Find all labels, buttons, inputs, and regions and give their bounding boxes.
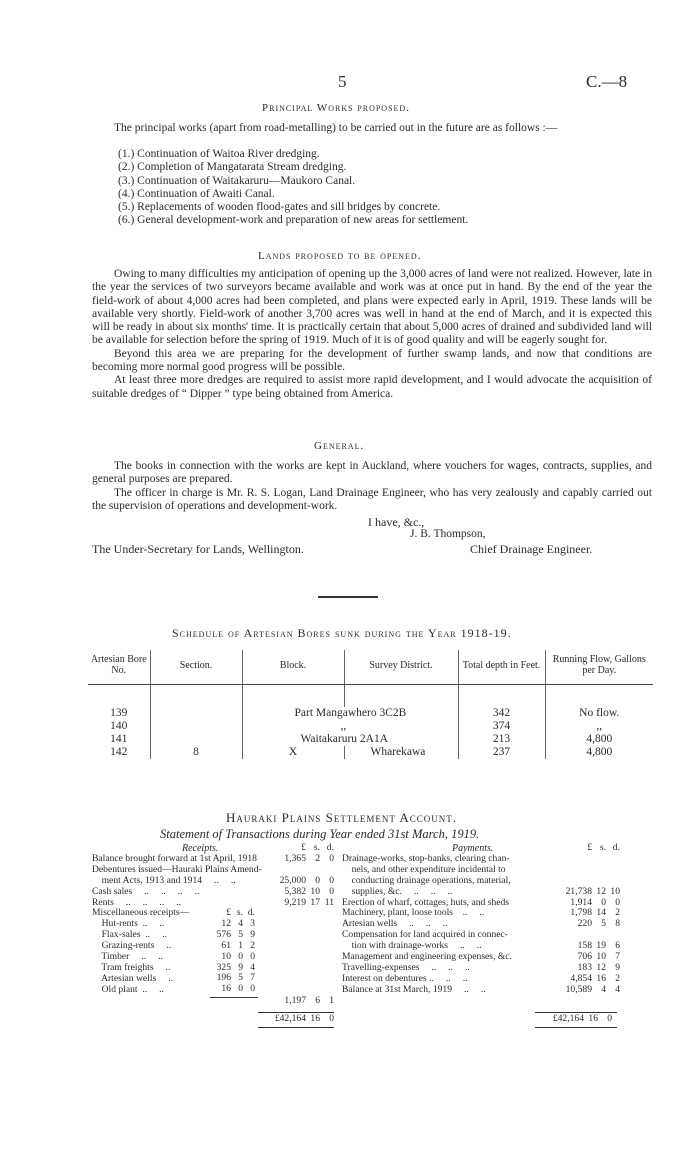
- bore-number: 139: [110, 707, 128, 719]
- signer-name: [410, 528, 486, 540]
- bore-number: 140: [110, 720, 128, 732]
- table-spacer: [88, 685, 653, 708]
- page-number: 5: [338, 72, 347, 91]
- payments-total-rule-bottom: [535, 1027, 617, 1028]
- bore-depth: 342: [458, 707, 545, 720]
- misc-pounds: 61: [221, 939, 231, 951]
- list-item: (6.) General development-work and preparation of new areas for settlement.: [118, 214, 469, 227]
- receipt-pence: 0: [329, 874, 334, 886]
- column-header: Total depth in Feet.: [458, 650, 545, 685]
- list-item: (2.) Completion of Mangatarata Stream dredging.: [118, 161, 347, 174]
- payment-shillings: 5: [601, 918, 606, 930]
- receipt-pounds: 1,365: [284, 852, 306, 864]
- receipt-label: Grazing-rents ..: [92, 940, 172, 952]
- bore-number: 142: [110, 746, 128, 758]
- misc-pence: 4: [250, 961, 255, 973]
- payment-pence: [606, 854, 620, 865]
- bore-depth: 237: [458, 746, 545, 759]
- lands-paragraph-2: Beyond this area we are preparing for the development of further swamp lands, and now that conditions are becoming more normal good progress will be possible.: [92, 347, 652, 374]
- payments-heading: Payments.: [452, 843, 494, 854]
- payment-label: Travelling-expenses .. .. ..: [342, 961, 470, 973]
- receipts-total: [262, 1014, 334, 1025]
- misc-pence: 3: [250, 917, 255, 929]
- table-row: [92, 876, 334, 887]
- receipt-label: Tram freights ..: [92, 961, 171, 973]
- works-intro: [92, 122, 652, 135]
- receipt-label: Cash sales .. .. .. ..: [92, 885, 200, 897]
- general-paragraph-1: The books in connection with the works are kept in Auckland, where vouchers for wages, contracts, supplies, and general purposes are prepared.: [92, 460, 652, 486]
- payment-label: tion with drainage-works .. ..: [342, 940, 482, 952]
- table-row: [342, 887, 620, 898]
- receipt-pounds: 9,219: [284, 896, 306, 908]
- misc-pounds: 10: [221, 950, 231, 962]
- misc-pounds: £: [226, 907, 231, 918]
- list-item: (1.) Continuation of Waitoa River dredging.: [118, 148, 320, 160]
- payment-shillings: [592, 876, 606, 887]
- signer-text: J. B. Thompson,: [410, 528, 486, 540]
- misc-pence: 2: [250, 939, 255, 951]
- payment-pounds: 158: [577, 940, 592, 952]
- table-row: [262, 1014, 334, 1025]
- misc-subtotal-rule: [210, 997, 258, 998]
- misc-shillings: 1: [238, 939, 243, 951]
- receipt-pence: 0: [329, 852, 334, 864]
- pounds-header: £: [301, 842, 306, 853]
- table-row: [92, 887, 334, 898]
- shillings-header: s.: [599, 842, 606, 853]
- misc-pence: 9: [250, 928, 255, 940]
- bores-table: [88, 650, 653, 759]
- misc-pounds: 12: [221, 917, 231, 929]
- misc-pounds: 576: [216, 928, 231, 940]
- section-divider: [318, 596, 378, 598]
- payment-pence: 9: [615, 961, 620, 973]
- misc-total-pence: 1: [329, 994, 334, 1006]
- payment-label: Balance at 31st March, 1919 .. ..: [342, 983, 486, 995]
- bore-section: [150, 720, 242, 733]
- receipt-shillings: 17: [310, 896, 320, 908]
- misc-total-shillings: 6: [315, 994, 320, 1006]
- receipt-pence: 11: [324, 896, 334, 908]
- payment-pounds: 21,738: [565, 885, 592, 897]
- works-heading: Principal Works proposed.: [262, 102, 410, 114]
- account-title: Hauraki Plains Settlement Account.: [226, 810, 458, 825]
- table-row: [88, 746, 653, 759]
- bore-depth: 374: [458, 720, 545, 733]
- receipt-label: ment Acts, 1913 and 1914 .. ..: [92, 874, 236, 886]
- receipt-label: Debentures issued—Hauraki Plains Amend-: [92, 863, 262, 875]
- receipt-shillings: 2: [315, 852, 320, 864]
- misc-shillings: 0: [238, 950, 243, 962]
- receipt-pence: 0: [329, 885, 334, 897]
- misc-pounds: 196: [216, 972, 231, 984]
- payment-shillings: 0: [601, 896, 606, 908]
- payment-shillings: 4: [601, 983, 606, 995]
- receipt-shillings: 10: [310, 885, 320, 897]
- payment-label: Erection of wharf, cottages, huts, and sheds: [342, 896, 510, 908]
- payment-pounds: 1,914: [570, 896, 592, 908]
- total-pounds: £42,164: [552, 1013, 584, 1024]
- bore-block: X: [242, 746, 344, 759]
- payment-pounds: [552, 865, 592, 876]
- bore-flow: 4,800: [545, 733, 653, 746]
- account-subtitle: Statement of Transactions during Year ended 31st March, 1919.: [160, 827, 480, 841]
- misc-pence: 7: [250, 972, 255, 984]
- table-row: [342, 985, 620, 996]
- payment-pence: 2: [615, 972, 620, 984]
- misc-shillings: s.: [236, 907, 243, 918]
- shillings-header: s.: [313, 842, 320, 853]
- payment-pounds: 1,798: [570, 907, 592, 919]
- payment-pence: 0: [615, 896, 620, 908]
- table-row: [88, 707, 653, 720]
- total-pence: 0: [607, 1013, 612, 1024]
- misc-receipts-table: [205, 908, 255, 995]
- misc-shillings: 5: [238, 972, 243, 984]
- pence-header: d.: [612, 842, 620, 853]
- payment-shillings: 12: [596, 885, 606, 897]
- payment-pounds: [552, 876, 592, 887]
- pence-header: d.: [326, 842, 334, 853]
- bore-section: [150, 733, 242, 746]
- bore-block: Part Mangawhero 3C2B: [242, 707, 458, 720]
- misc-shillings: 0: [238, 983, 243, 995]
- misc-total-pounds: 1,197: [284, 994, 306, 1006]
- receipt-label: Hut-rents .. ..: [92, 918, 165, 930]
- bore-block: ,,: [242, 720, 458, 733]
- total-shillings: 16: [310, 1013, 320, 1024]
- bore-flow: 4,800: [545, 746, 653, 759]
- payment-shillings: 16: [596, 972, 606, 984]
- payment-pence: [606, 876, 620, 887]
- total-pounds: £42,164: [274, 1013, 306, 1024]
- payment-pounds: 220: [577, 918, 592, 930]
- document-reference: C.—8: [586, 72, 628, 91]
- payment-label: Interest on debentures .. .. ..: [342, 972, 468, 984]
- lands-heading: Lands proposed to be opened.: [258, 250, 422, 262]
- payment-shillings: 19: [596, 940, 606, 952]
- closing: I have, &c.,: [368, 515, 425, 529]
- receipts-total-rule-bottom: [258, 1027, 334, 1028]
- lands-body: [92, 268, 652, 401]
- payment-pence: 10: [610, 885, 620, 897]
- receipt-label: Old plant .. ..: [92, 983, 164, 995]
- payment-label: nels, and other expenditure incidental to: [342, 863, 506, 875]
- misc-pence: 0: [250, 950, 255, 962]
- payment-pence: 7: [615, 951, 620, 963]
- table-row: [538, 1014, 612, 1025]
- misc-pounds: 16: [221, 983, 231, 995]
- table-row: [205, 952, 255, 963]
- payment-label: Machinery, plant, loose tools .. ..: [342, 907, 485, 919]
- works-list: [118, 148, 468, 228]
- bore-flow: No flow.: [545, 707, 653, 720]
- payment-label: Compensation for land acquired in connec-: [342, 929, 508, 941]
- bores-title: Schedule of Artesian Bores sunk during the Year 1918-19.: [172, 626, 512, 640]
- table-row: [205, 941, 255, 952]
- payment-label: Management and engineering expenses, &c.: [342, 951, 512, 963]
- bore-district: Wharekawa: [344, 746, 458, 759]
- receipt-label: Artesian wells ..: [92, 972, 174, 984]
- table-row: [88, 720, 653, 733]
- payment-pence: 2: [615, 907, 620, 919]
- receipt-label: Miscellaneous receipts—: [92, 907, 190, 919]
- receipt-pounds: 25,000: [279, 874, 306, 886]
- payment-shillings: [592, 854, 606, 865]
- receipt-label: Balance brought forward at 1st April, 1918: [92, 852, 257, 864]
- payment-pounds: 10,589: [565, 983, 592, 995]
- payment-shillings: [592, 865, 606, 876]
- bore-section: 8: [150, 746, 242, 759]
- table-header-row: [88, 650, 653, 685]
- misc-pence: 0: [250, 983, 255, 995]
- pounds-header: £: [587, 842, 592, 853]
- works-intro-text: The principal works (apart from road-metalling) to be carried out in the future are as follows :—: [114, 122, 558, 134]
- payment-label: supplies, &c. .. .. ..: [342, 885, 453, 897]
- receipt-label: Rents .. .. .. ..: [92, 896, 182, 908]
- bore-number: 141: [110, 733, 128, 745]
- receipt-shillings: 0: [315, 874, 320, 886]
- addressee: The Under-Secretary for Lands, Wellington.: [92, 542, 304, 556]
- payment-shillings: 12: [596, 961, 606, 973]
- payment-pounds: 183: [577, 961, 592, 973]
- receipts-heading: Receipts.: [182, 843, 219, 854]
- lands-paragraph-1: Owing to many difficulties my anticipation of opening up the 3,000 acres of land were not realized. However, late in the year the services of two surveyors became available and work was at once put in hand. By the end of the year the field-work of about 4,000 acres had been completed, and plans were expected early in April, 1919. These lands will be available very shortly. Field-work of another 3,700 acres was well in hand at the end of March, and it is expected this will be ready in about six months' time. It is practically certain that about 5,000 acres of drained and subdivided land will be available for selection before the spring of 1919. Much of it is of good quality and will be eagerly sought for.: [92, 268, 652, 347]
- payment-shillings: 14: [596, 907, 606, 919]
- payment-pence: [606, 865, 620, 876]
- table-row: [88, 733, 653, 746]
- column-header: Survey District.: [344, 650, 458, 685]
- payment-label: conducting drainage operations, material,: [342, 874, 511, 886]
- signer-title: Chief Drainage Engineer.: [470, 542, 593, 556]
- payment-shillings: 10: [596, 951, 606, 963]
- receipt-pounds: 5,382: [284, 885, 306, 897]
- table-row: [342, 876, 620, 887]
- bore-depth: 213: [458, 733, 545, 746]
- receipt-label: Timber .. ..: [92, 951, 163, 963]
- general-heading: General.: [314, 440, 365, 452]
- lands-paragraph-3: At least three more dredges are required to assist more rapid development, and I would advocate the acquisition of suitable dredges of “ Dipper ” type being obtained from America.: [92, 374, 652, 400]
- misc-shillings: 9: [238, 961, 243, 973]
- payment-pounds: 706: [577, 951, 592, 963]
- payment-label: Drainage-works, stop-banks, clearing chan-: [342, 852, 510, 864]
- payment-pence: 4: [615, 983, 620, 995]
- payment-label: Artesian wells .. .. ..: [342, 918, 448, 930]
- receipt-label: Flax-sales .. ..: [92, 929, 167, 941]
- list-item: (5.) Replacements of wooden flood-gates and sill bridges by concrete.: [118, 201, 441, 214]
- misc-shillings: 5: [238, 928, 243, 940]
- bore-section: [150, 707, 242, 720]
- table-row: [205, 984, 255, 995]
- list-item: (3.) Continuation of Waitakaruru—Maukoro Canal.: [118, 174, 356, 187]
- general-body: [92, 460, 652, 513]
- payment-pence: 8: [615, 918, 620, 930]
- payment-pounds: [552, 854, 592, 865]
- column-header: Artesian Bore No.: [88, 650, 150, 685]
- misc-pounds: 325: [216, 961, 231, 973]
- list-item: (4.) Continuation of Awaiti Canal.: [118, 187, 275, 200]
- column-header: Running Flow, Gallons per Day.: [545, 650, 653, 685]
- column-header: Section.: [150, 650, 242, 685]
- bore-flow: ,,: [545, 720, 653, 733]
- payment-pounds: 4,854: [570, 972, 592, 984]
- bore-block: Waitakaruru 2A1A: [242, 733, 458, 746]
- payments-total: [538, 1014, 612, 1025]
- general-paragraph-2: The officer in charge is Mr. R. S. Logan, Land Drainage Engineer, who has very zealously and capably carried out the supervision of operations and development-work.: [92, 486, 652, 512]
- total-pence: 0: [329, 1013, 334, 1024]
- payment-pence: 6: [615, 940, 620, 952]
- misc-shillings: 4: [238, 917, 243, 929]
- misc-pence: d.: [247, 907, 255, 918]
- total-shillings: 16: [588, 1013, 598, 1024]
- payments-table: [342, 843, 620, 996]
- column-header: Block.: [242, 650, 344, 685]
